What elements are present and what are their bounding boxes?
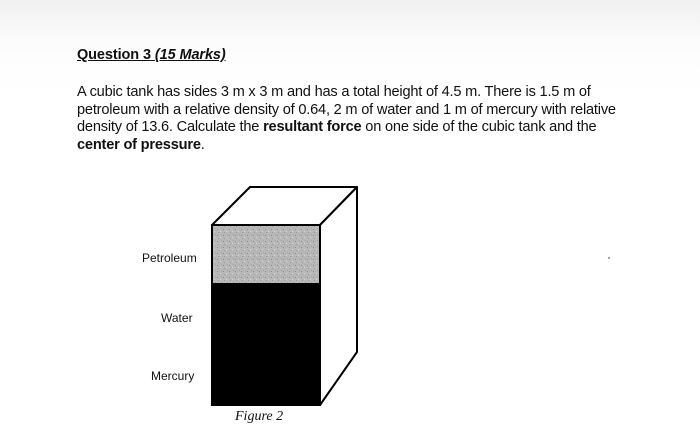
question-text-center-of-pressure: center of pressure (77, 136, 201, 153)
question-marks: (15 Marks) (154, 47, 226, 63)
question-text-resultant-force: resultant force (263, 119, 362, 136)
petroleum-label: Petroleum (142, 251, 197, 265)
petroleum-layer (213, 226, 319, 283)
question-text-part2: on one side of the cubic tank and the (361, 119, 597, 136)
scan-speck (608, 257, 610, 259)
water-label: Water (161, 311, 193, 325)
water-layer (213, 283, 319, 343)
figure-caption: Figure 2 (235, 409, 284, 424)
tank-side-face (320, 187, 357, 405)
question-text-part1: A cubic tank has sides 3 m x 3 m and has a total height of 4.5 m. There is 1.5 m of petroleum with a relative density of 0.64, 2 m of water and 1 m of mercury with relative density of 13.6. Calculate the (77, 84, 616, 136)
mercury-layer (213, 343, 319, 404)
question-label: Question 3 (77, 47, 151, 63)
mercury-label: Mercury (151, 369, 195, 383)
question-text-part3: . (200, 136, 205, 153)
